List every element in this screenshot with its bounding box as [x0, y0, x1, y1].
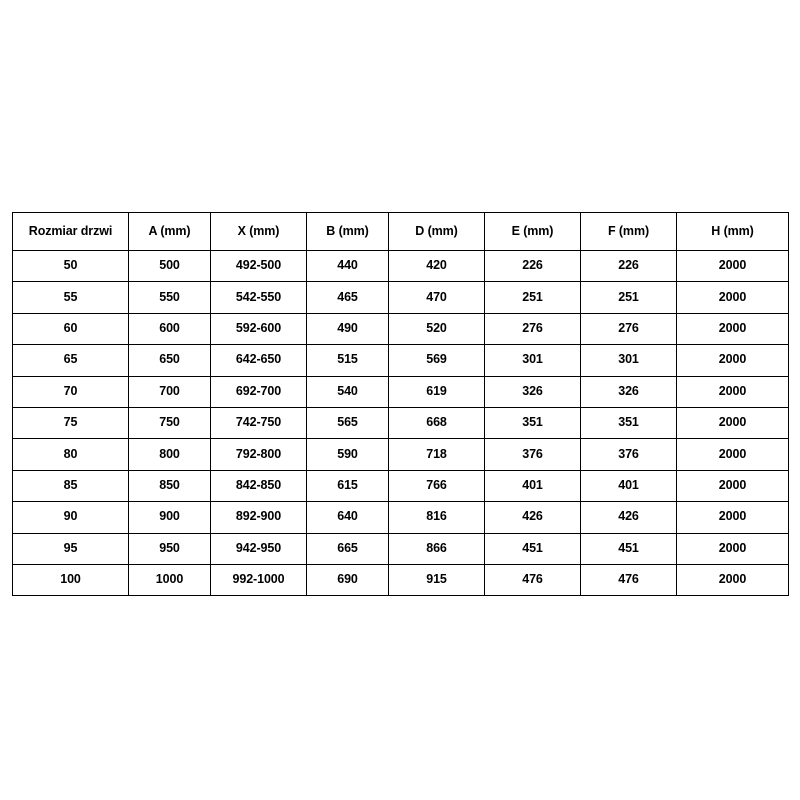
column-header-x: X (mm) — [211, 213, 307, 251]
cell-e: 476 — [485, 564, 581, 595]
column-header-e: E (mm) — [485, 213, 581, 251]
table-header — [13, 213, 789, 251]
cell-x: 992-1000 — [211, 564, 307, 595]
cell-f: 326 — [581, 376, 677, 407]
cell-rozmiar-drzwi: 55 — [13, 282, 129, 313]
table-row — [13, 345, 789, 376]
cell-rozmiar-drzwi: 50 — [13, 251, 129, 282]
table-row — [13, 564, 789, 595]
cell-f: 226 — [581, 251, 677, 282]
cell-h: 2000 — [677, 502, 789, 533]
cell-d: 420 — [389, 251, 485, 282]
cell-h: 2000 — [677, 533, 789, 564]
cell-f: 276 — [581, 313, 677, 344]
cell-a: 750 — [129, 407, 211, 438]
cell-b: 440 — [307, 251, 389, 282]
cell-b: 490 — [307, 313, 389, 344]
cell-e: 426 — [485, 502, 581, 533]
cell-rozmiar-drzwi: 90 — [13, 502, 129, 533]
cell-f: 451 — [581, 533, 677, 564]
cell-a: 550 — [129, 282, 211, 313]
cell-x: 742-750 — [211, 407, 307, 438]
cell-a: 900 — [129, 502, 211, 533]
cell-f: 351 — [581, 407, 677, 438]
cell-a: 850 — [129, 470, 211, 501]
cell-e: 401 — [485, 470, 581, 501]
cell-f: 476 — [581, 564, 677, 595]
cell-a: 650 — [129, 345, 211, 376]
cell-b: 690 — [307, 564, 389, 595]
cell-d: 915 — [389, 564, 485, 595]
cell-h: 2000 — [677, 564, 789, 595]
cell-x: 492-500 — [211, 251, 307, 282]
table-row — [13, 439, 789, 470]
cell-rozmiar-drzwi: 80 — [13, 439, 129, 470]
cell-d: 470 — [389, 282, 485, 313]
table-row — [13, 313, 789, 344]
table-row — [13, 376, 789, 407]
cell-h: 2000 — [677, 439, 789, 470]
cell-h: 2000 — [677, 407, 789, 438]
cell-d: 619 — [389, 376, 485, 407]
cell-e: 351 — [485, 407, 581, 438]
cell-x: 692-700 — [211, 376, 307, 407]
cell-a: 1000 — [129, 564, 211, 595]
cell-rozmiar-drzwi: 60 — [13, 313, 129, 344]
column-header-b: B (mm) — [307, 213, 389, 251]
cell-e: 451 — [485, 533, 581, 564]
cell-x: 842-850 — [211, 470, 307, 501]
cell-h: 2000 — [677, 313, 789, 344]
cell-d: 718 — [389, 439, 485, 470]
cell-e: 376 — [485, 439, 581, 470]
table-body — [13, 251, 789, 596]
column-header-a: A (mm) — [129, 213, 211, 251]
cell-a: 950 — [129, 533, 211, 564]
cell-b: 665 — [307, 533, 389, 564]
column-header-rozmiar-drzwi: Rozmiar drzwi — [13, 213, 129, 251]
cell-x: 792-800 — [211, 439, 307, 470]
cell-rozmiar-drzwi: 75 — [13, 407, 129, 438]
cell-x: 942-950 — [211, 533, 307, 564]
cell-a: 800 — [129, 439, 211, 470]
cell-f: 426 — [581, 502, 677, 533]
cell-d: 569 — [389, 345, 485, 376]
door-size-table — [12, 212, 789, 596]
cell-e: 301 — [485, 345, 581, 376]
column-header-f: F (mm) — [581, 213, 677, 251]
column-header-h: H (mm) — [677, 213, 789, 251]
cell-b: 515 — [307, 345, 389, 376]
column-header-d: D (mm) — [389, 213, 485, 251]
table-container — [12, 212, 788, 596]
cell-a: 600 — [129, 313, 211, 344]
table-header-row — [13, 213, 789, 251]
cell-x: 592-600 — [211, 313, 307, 344]
cell-x: 542-550 — [211, 282, 307, 313]
cell-d: 866 — [389, 533, 485, 564]
cell-b: 565 — [307, 407, 389, 438]
cell-h: 2000 — [677, 345, 789, 376]
table-row — [13, 407, 789, 438]
cell-b: 590 — [307, 439, 389, 470]
table-row — [13, 533, 789, 564]
table-row — [13, 502, 789, 533]
cell-rozmiar-drzwi: 85 — [13, 470, 129, 501]
cell-b: 615 — [307, 470, 389, 501]
cell-f: 301 — [581, 345, 677, 376]
cell-f: 401 — [581, 470, 677, 501]
cell-x: 892-900 — [211, 502, 307, 533]
table-row — [13, 251, 789, 282]
cell-d: 520 — [389, 313, 485, 344]
cell-b: 640 — [307, 502, 389, 533]
cell-e: 276 — [485, 313, 581, 344]
cell-e: 226 — [485, 251, 581, 282]
table-row — [13, 470, 789, 501]
cell-e: 326 — [485, 376, 581, 407]
cell-rozmiar-drzwi: 65 — [13, 345, 129, 376]
cell-h: 2000 — [677, 470, 789, 501]
cell-rozmiar-drzwi: 95 — [13, 533, 129, 564]
cell-d: 766 — [389, 470, 485, 501]
cell-h: 2000 — [677, 251, 789, 282]
cell-rozmiar-drzwi: 100 — [13, 564, 129, 595]
cell-d: 668 — [389, 407, 485, 438]
cell-e: 251 — [485, 282, 581, 313]
cell-h: 2000 — [677, 282, 789, 313]
cell-f: 376 — [581, 439, 677, 470]
cell-x: 642-650 — [211, 345, 307, 376]
table-row — [13, 282, 789, 313]
cell-b: 465 — [307, 282, 389, 313]
cell-d: 816 — [389, 502, 485, 533]
cell-f: 251 — [581, 282, 677, 313]
cell-rozmiar-drzwi: 70 — [13, 376, 129, 407]
cell-a: 500 — [129, 251, 211, 282]
cell-b: 540 — [307, 376, 389, 407]
cell-h: 2000 — [677, 376, 789, 407]
cell-a: 700 — [129, 376, 211, 407]
